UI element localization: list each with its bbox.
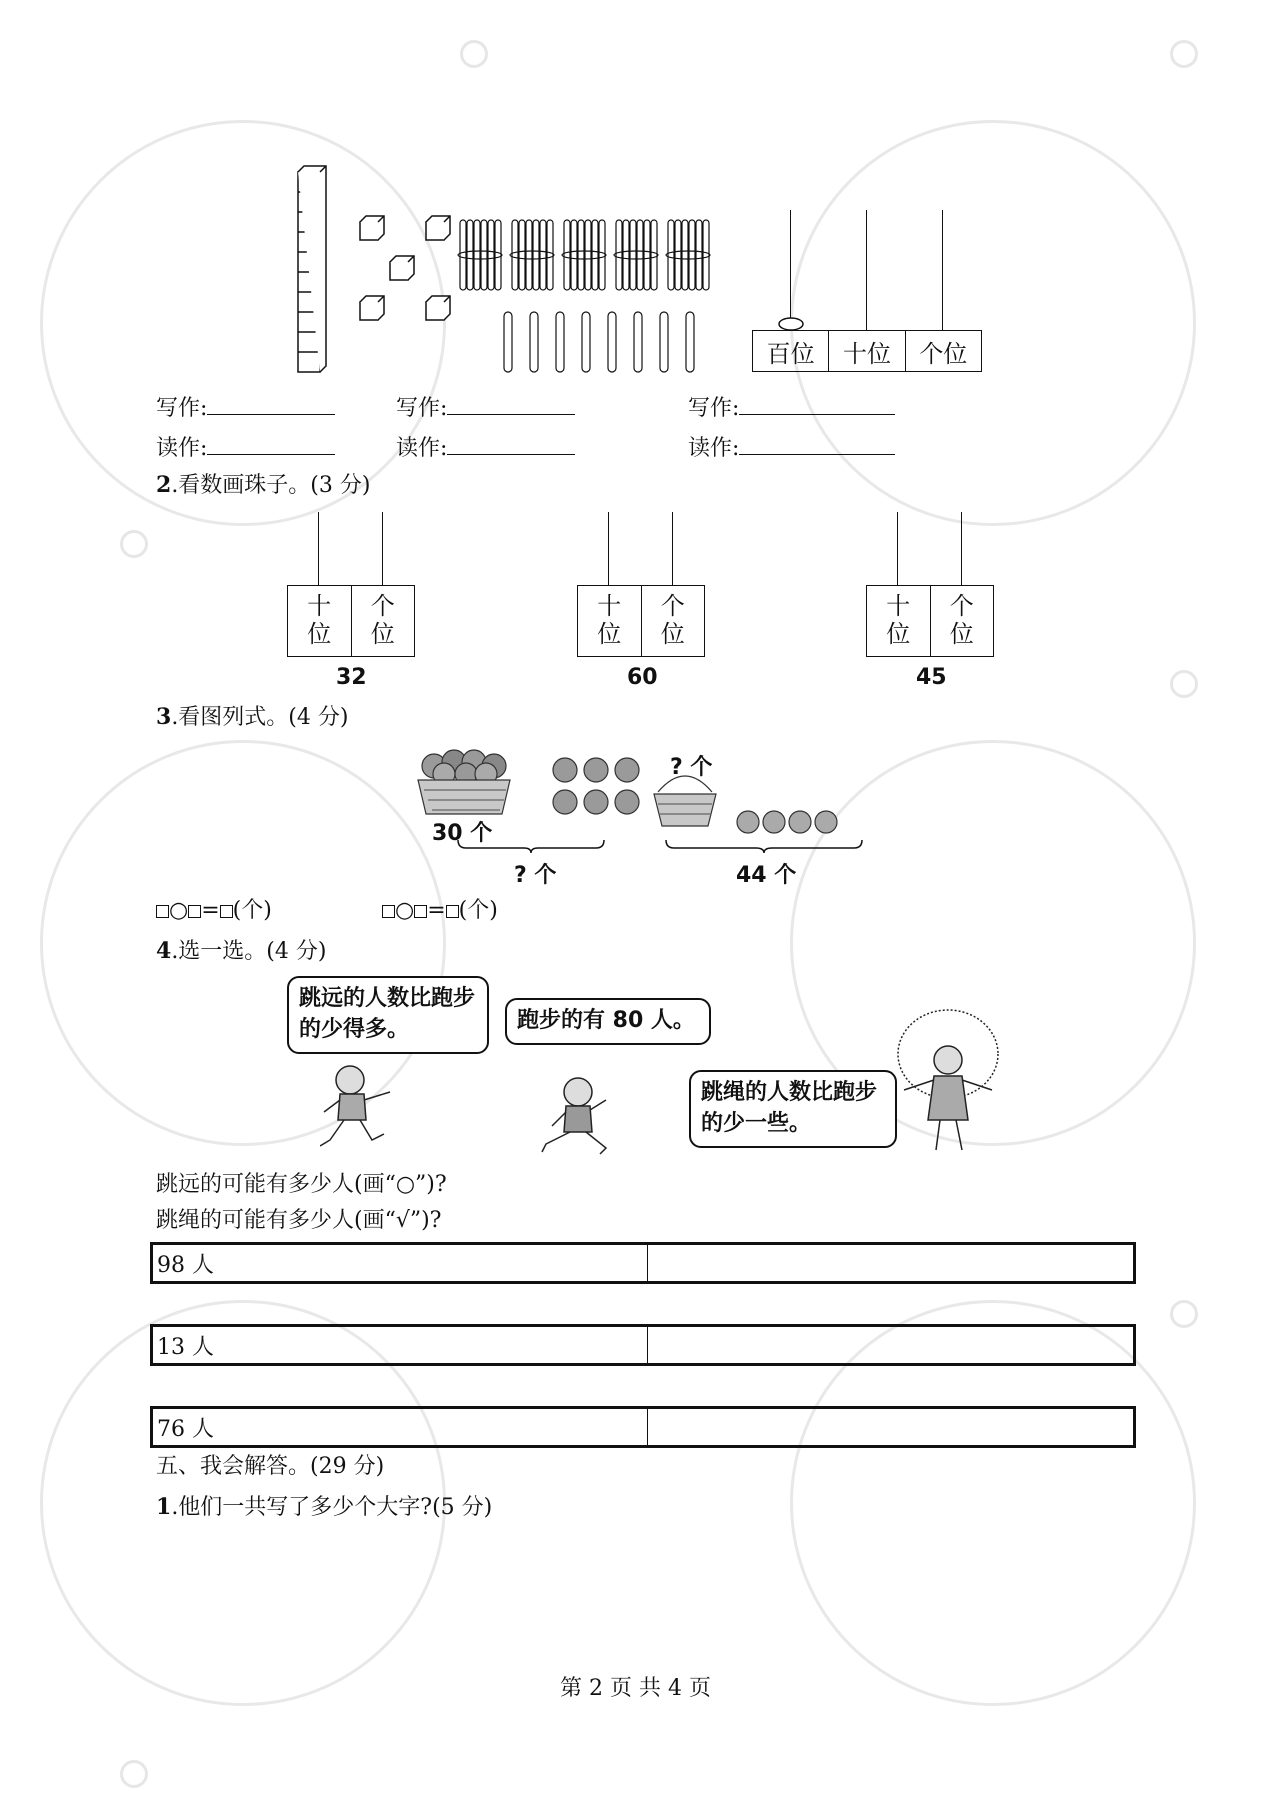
prompt-long-jump: 跳远的可能有多少人(画“○”)? bbox=[156, 1172, 447, 1197]
write-label: 写作: bbox=[156, 396, 208, 421]
prompt-jump-rope: 跳绳的可能有多少人(画“√”)? bbox=[156, 1208, 442, 1233]
abacus-number: 32 bbox=[336, 665, 367, 690]
label-44: 44 个 bbox=[736, 863, 797, 888]
watermark-dot bbox=[120, 1760, 148, 1788]
tens-label: 十 位 bbox=[597, 592, 622, 648]
abacus-base bbox=[577, 585, 705, 657]
write-field-3[interactable] bbox=[688, 396, 895, 420]
option-label: 98 人 bbox=[153, 1245, 648, 1281]
read-field-3[interactable] bbox=[688, 436, 895, 460]
place-value-table bbox=[752, 330, 982, 372]
speech-bubble-long-jump: 跳远的人数比跑步的少得多。 bbox=[287, 976, 489, 1054]
option-label: 76 人 bbox=[153, 1409, 648, 1445]
place-value-blocks bbox=[290, 160, 730, 380]
watermark-dot bbox=[1170, 40, 1198, 68]
abacus-rod bbox=[897, 512, 898, 586]
abacus-rod bbox=[672, 512, 673, 586]
abacus-number: 45 bbox=[916, 665, 947, 690]
watermark-dot bbox=[1170, 670, 1198, 698]
question-3-title: 3.看图列式。(4 分) bbox=[156, 704, 349, 730]
tens-label: 十 位 bbox=[886, 592, 911, 648]
speech-bubble-running: 跑步的有 80 人。 bbox=[505, 998, 711, 1045]
place-label-hundreds: 百位 bbox=[766, 339, 815, 368]
watermark-dot bbox=[1170, 1300, 1198, 1328]
watermark-dot bbox=[460, 40, 488, 68]
place-label-ones: 个位 bbox=[905, 331, 981, 371]
section-5-title: 五、我会解答。(29 分) bbox=[156, 1454, 385, 1479]
equation-1[interactable]: ○ = (个) bbox=[156, 900, 272, 922]
write-label: 写作: bbox=[396, 396, 448, 421]
tens-label: 十 位 bbox=[307, 592, 332, 648]
option-row-76[interactable] bbox=[150, 1406, 1136, 1448]
abacus-rod bbox=[961, 512, 962, 586]
speech-bubble-jump-rope: 跳绳的人数比跑步的少一些。 bbox=[689, 1070, 897, 1148]
write-field-1[interactable] bbox=[156, 396, 335, 420]
watermark-circle bbox=[790, 120, 1196, 526]
page-footer: 第 2 页 共 4 页 bbox=[560, 1676, 711, 1701]
abacus-rod-hundreds bbox=[790, 210, 791, 330]
write-label: 写作: bbox=[688, 396, 740, 421]
question-4-title: 4.选一选。(4 分) bbox=[156, 938, 327, 964]
label-30: 30 个 bbox=[432, 821, 493, 846]
question-2-title: 2.看数画珠子。(3 分) bbox=[156, 472, 371, 498]
read-field-1[interactable] bbox=[156, 436, 335, 460]
place-label-tens: 十位 bbox=[828, 331, 904, 371]
abacus-base bbox=[866, 585, 994, 657]
write-field-2[interactable] bbox=[396, 396, 575, 420]
option-row-13[interactable] bbox=[150, 1324, 1136, 1366]
ones-label: 个 位 bbox=[641, 586, 705, 656]
read-label: 读作: bbox=[156, 436, 208, 461]
option-label: 13 人 bbox=[153, 1327, 648, 1363]
watermark-dot bbox=[120, 530, 148, 558]
label-question-count-bottom: ? 个 bbox=[514, 863, 557, 888]
ones-label: 个 位 bbox=[930, 586, 994, 656]
section-5-question-1: 1.他们一共写了多少个大字?(5 分) bbox=[156, 1494, 493, 1520]
abacus-rod-ones bbox=[942, 210, 943, 330]
equation-2[interactable]: ○ = (个) bbox=[382, 900, 498, 922]
read-field-2[interactable] bbox=[396, 436, 575, 460]
brace-left bbox=[456, 838, 606, 854]
abacus-rod-tens bbox=[866, 210, 867, 330]
ones-label: 个 位 bbox=[351, 586, 415, 656]
option-answer-cell[interactable] bbox=[648, 1409, 1133, 1445]
abacus-rod bbox=[608, 512, 609, 586]
abacus-rod bbox=[318, 512, 319, 586]
read-label: 读作: bbox=[396, 436, 448, 461]
read-label: 读作: bbox=[688, 436, 740, 461]
option-row-98[interactable] bbox=[150, 1242, 1136, 1284]
option-answer-cell[interactable] bbox=[648, 1245, 1133, 1281]
abacus-rod bbox=[382, 512, 383, 586]
abacus-number: 60 bbox=[627, 665, 658, 690]
abacus-base bbox=[287, 585, 415, 657]
children-illustration bbox=[320, 1000, 1010, 1160]
label-question-count-top: ? 个 bbox=[670, 755, 713, 780]
brace-right bbox=[664, 838, 864, 854]
option-answer-cell[interactable] bbox=[648, 1327, 1133, 1363]
